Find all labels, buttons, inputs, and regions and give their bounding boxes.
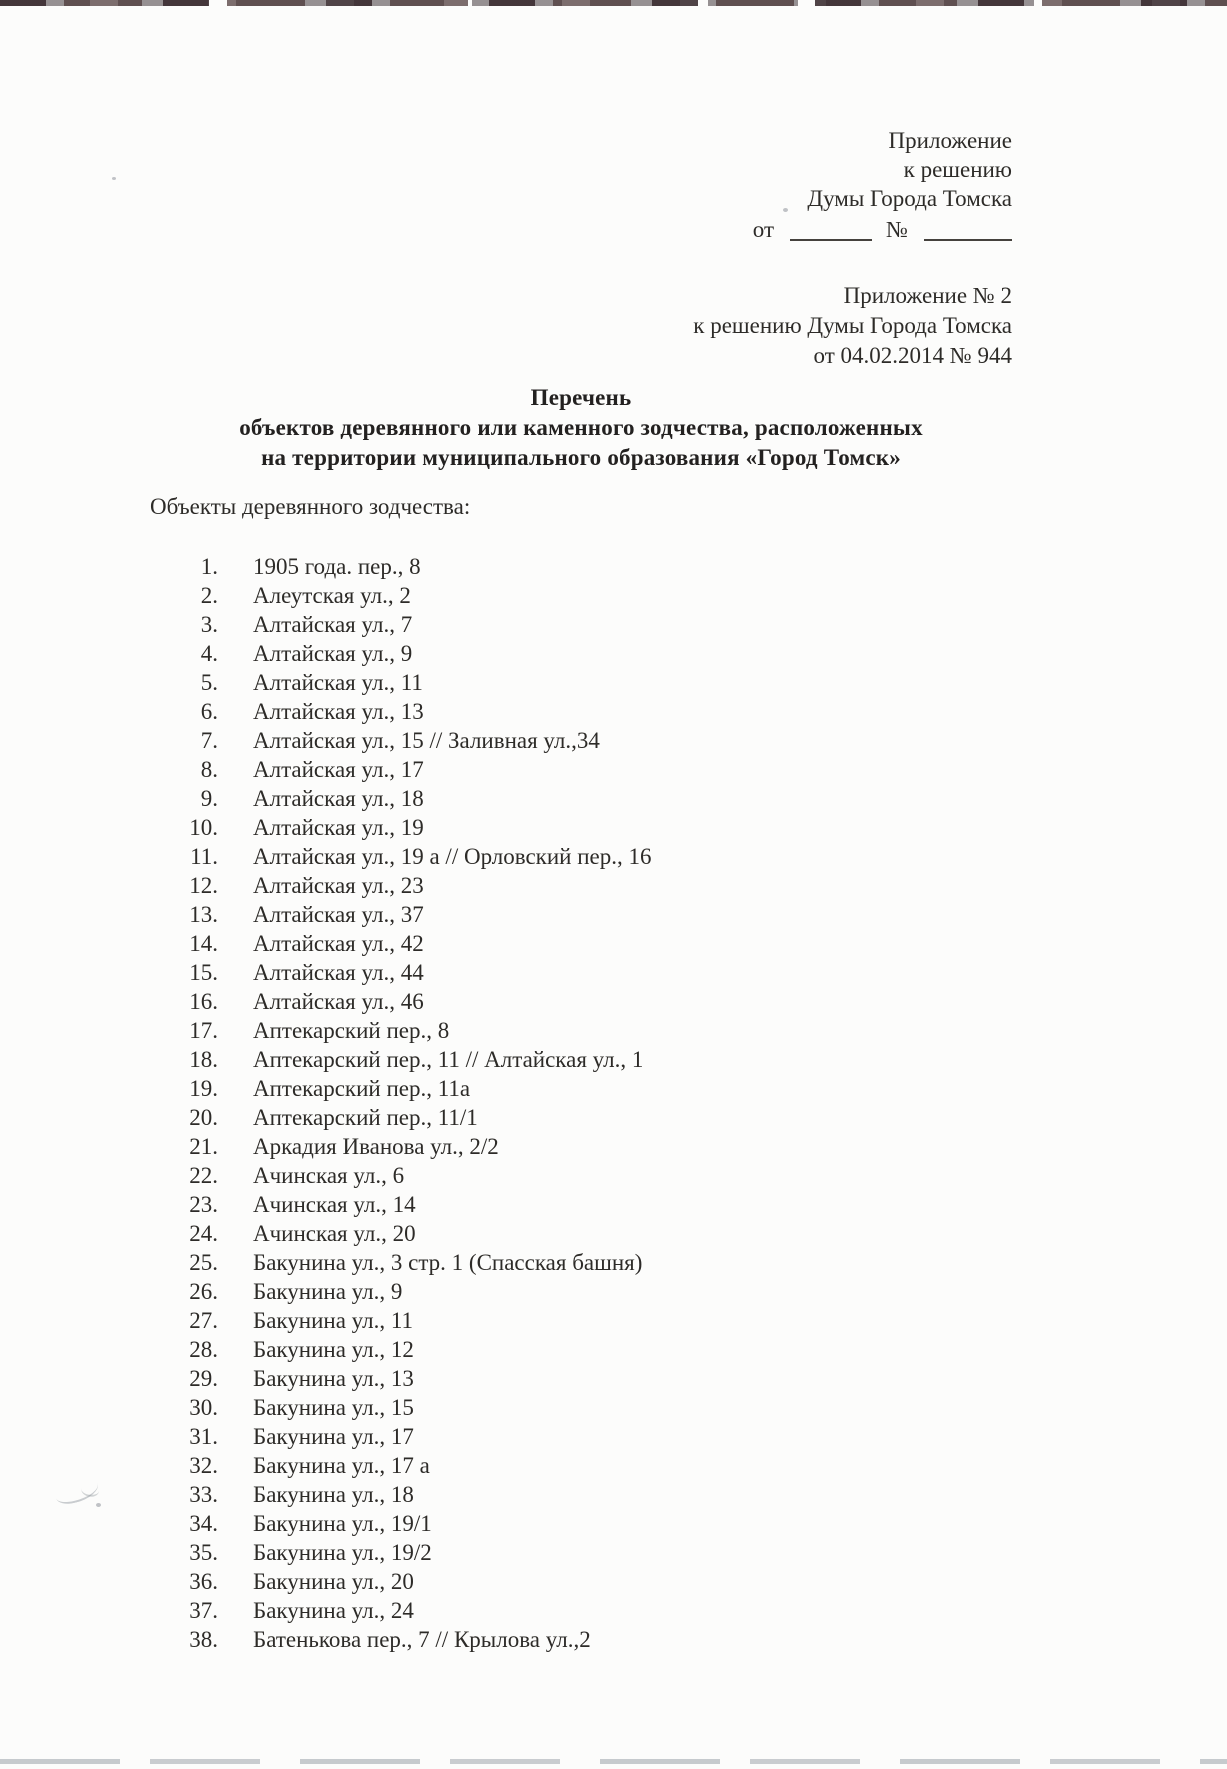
list-item	[0, 668, 652, 697]
item-address: Ачинская ул., 14	[253, 1192, 416, 1217]
list-item	[0, 1161, 652, 1190]
list-item	[0, 1480, 652, 1509]
item-address: Бакунина ул., 18	[253, 1482, 414, 1507]
item-number: 26.	[189, 1279, 218, 1304]
item-number: 29.	[189, 1366, 218, 1391]
list-item	[0, 1538, 652, 1567]
item-number: 33.	[189, 1482, 218, 1507]
title-line: Перечень	[530, 385, 632, 410]
item-number: 14.	[189, 931, 218, 956]
list-item	[0, 726, 652, 755]
list-item	[0, 610, 652, 639]
list-item	[0, 552, 652, 581]
scan-artifact-top-edge	[0, 0, 1227, 6]
list-item	[0, 1335, 652, 1364]
list-item	[0, 1422, 652, 1451]
address-list	[0, 552, 652, 1654]
list-item	[0, 1074, 652, 1103]
item-address: Алтайская ул., 37	[253, 902, 424, 927]
list-item	[0, 1509, 652, 1538]
item-address: Алтайская ул., 19	[253, 815, 424, 840]
item-number: 12.	[189, 873, 218, 898]
appendix-draft-block	[753, 126, 1012, 244]
appendix-final-block	[693, 281, 1012, 371]
item-address: Аптекарский пер., 8	[253, 1018, 450, 1043]
appendix-draft-line: Думы Города Томска	[807, 186, 1012, 211]
item-number: 34.	[189, 1511, 218, 1536]
item-address: Ачинская ул., 6	[253, 1163, 405, 1188]
item-number: 28.	[189, 1337, 218, 1362]
list-item	[0, 1103, 652, 1132]
list-item	[0, 958, 652, 987]
list-item	[0, 900, 652, 929]
list-item	[0, 784, 652, 813]
item-number: 36.	[189, 1569, 218, 1594]
list-item	[0, 755, 652, 784]
item-address: Ачинская ул., 20	[253, 1221, 416, 1246]
list-item	[0, 1132, 652, 1161]
item-address: Аптекарский пер., 11а	[253, 1076, 471, 1101]
item-number: 9.	[200, 786, 218, 811]
item-number: 1.	[200, 554, 218, 579]
list-item	[0, 871, 652, 900]
item-address: Алтайская ул., 17	[253, 757, 424, 782]
item-address: Алтайская ул., 23	[253, 873, 424, 898]
list-item	[0, 1567, 652, 1596]
item-address: Алтайская ул., 9	[253, 641, 413, 666]
scan-speck	[112, 177, 116, 180]
item-address: Бакунина ул., 20	[253, 1569, 414, 1594]
item-address: Бакунина ул., 15	[253, 1395, 414, 1420]
list-item	[0, 1364, 652, 1393]
appendix-draft-date-line	[753, 215, 1012, 244]
list-item	[0, 1451, 652, 1480]
item-address: 1905 года. пер., 8	[253, 554, 421, 579]
item-number: 8.	[200, 757, 218, 782]
list-item	[0, 1219, 652, 1248]
list-item	[0, 581, 652, 610]
item-number: 16.	[189, 989, 218, 1014]
item-address: Аптекарский пер., 11/1	[253, 1105, 478, 1130]
item-number: 32.	[189, 1453, 218, 1478]
item-number: 7.	[200, 728, 218, 753]
list-item	[0, 1277, 652, 1306]
list-item	[0, 639, 652, 668]
item-address: Алтайская ул., 19 а // Орловский пер., 16	[253, 844, 652, 869]
item-number: 30.	[189, 1395, 218, 1420]
appendix-final-line: от 04.02.2014 № 944	[813, 343, 1012, 368]
item-address: Бакунина ул., 24	[253, 1598, 414, 1623]
list-item	[0, 1596, 652, 1625]
item-number: 31.	[189, 1424, 218, 1449]
item-number: 15.	[189, 960, 218, 985]
item-number: 27.	[189, 1308, 218, 1333]
item-address: Бакунина ул., 19/1	[253, 1511, 432, 1536]
list-item	[0, 1045, 652, 1074]
list-item	[0, 1625, 652, 1654]
item-number: 20.	[189, 1105, 218, 1130]
item-address: Бакунина ул., 3 стр. 1 (Спасская башня)	[253, 1250, 643, 1275]
list-item	[0, 697, 652, 726]
item-address: Бакунина ул., 9	[253, 1279, 403, 1304]
item-address: Алтайская ул., 46	[253, 989, 424, 1014]
appendix-draft-line: к решению	[903, 157, 1012, 182]
item-number: 6.	[200, 699, 218, 724]
list-item	[0, 1016, 652, 1045]
item-number: 5.	[200, 670, 218, 695]
item-address: Алтайская ул., 13	[253, 699, 424, 724]
list-item	[0, 987, 652, 1016]
item-number: 21.	[189, 1134, 218, 1159]
item-address: Алтайская ул., 44	[253, 960, 424, 985]
item-number: 4.	[200, 641, 218, 666]
title-line: на территории муниципального образования «Город Томск»	[261, 445, 901, 470]
item-address: Бакунина ул., 17 а	[253, 1453, 430, 1478]
item-number: 37.	[189, 1598, 218, 1623]
item-number: 24.	[189, 1221, 218, 1246]
item-address: Алтайская ул., 42	[253, 931, 424, 956]
from-label: от	[752, 217, 775, 242]
item-number: 2.	[200, 583, 218, 608]
item-address: Бакунина ул., 11	[253, 1308, 414, 1333]
list-item	[0, 929, 652, 958]
item-address: Бакунина ул., 12	[253, 1337, 414, 1362]
list-item	[0, 842, 652, 871]
item-address: Алеутская ул., 2	[253, 583, 411, 608]
item-number: 17.	[189, 1018, 218, 1043]
list-item	[0, 1306, 652, 1335]
item-number: 22.	[189, 1163, 218, 1188]
item-address: Алтайская ул., 11	[253, 670, 423, 695]
document-title	[150, 383, 1012, 473]
appendix-draft-line: Приложение	[888, 128, 1012, 153]
list-item	[0, 1248, 652, 1277]
number-sign-label: №	[886, 217, 908, 242]
item-number: 19.	[189, 1076, 218, 1101]
item-number: 13.	[189, 902, 218, 927]
item-address: Батенькова пер., 7 // Крылова ул.,2	[253, 1627, 591, 1652]
item-address: Бакунина ул., 17	[253, 1424, 414, 1449]
item-number: 3.	[200, 612, 218, 637]
item-number: 25.	[189, 1250, 218, 1275]
section-heading: Объекты деревянного зодчества:	[150, 494, 471, 519]
item-address: Алтайская ул., 7	[253, 612, 413, 637]
item-address: Аптекарский пер., 11 // Алтайская ул., 1	[253, 1047, 644, 1072]
item-number: 18.	[189, 1047, 218, 1072]
item-number: 38.	[189, 1627, 218, 1652]
item-address: Алтайская ул., 18	[253, 786, 424, 811]
item-address: Бакунина ул., 19/2	[253, 1540, 432, 1565]
item-number: 23.	[189, 1192, 218, 1217]
blank-date-line	[790, 238, 872, 241]
appendix-final-line: к решению Думы Города Томска	[693, 313, 1012, 338]
list-item	[0, 1393, 652, 1422]
list-item	[0, 1190, 652, 1219]
list-item	[0, 813, 652, 842]
item-number: 35.	[189, 1540, 218, 1565]
scan-artifact-bottom-edge	[0, 1759, 1227, 1764]
item-address: Аркадия Иванова ул., 2/2	[253, 1134, 499, 1159]
item-address: Бакунина ул., 13	[253, 1366, 414, 1391]
item-address: Алтайская ул., 15 // Заливная ул.,34	[253, 728, 600, 753]
item-number: 11.	[190, 844, 218, 869]
appendix-final-line: Приложение № 2	[843, 283, 1012, 308]
blank-number-line	[924, 238, 1012, 241]
item-number: 10.	[189, 815, 218, 840]
title-line: объектов деревянного или каменного зодчества, расположенных	[239, 415, 923, 440]
